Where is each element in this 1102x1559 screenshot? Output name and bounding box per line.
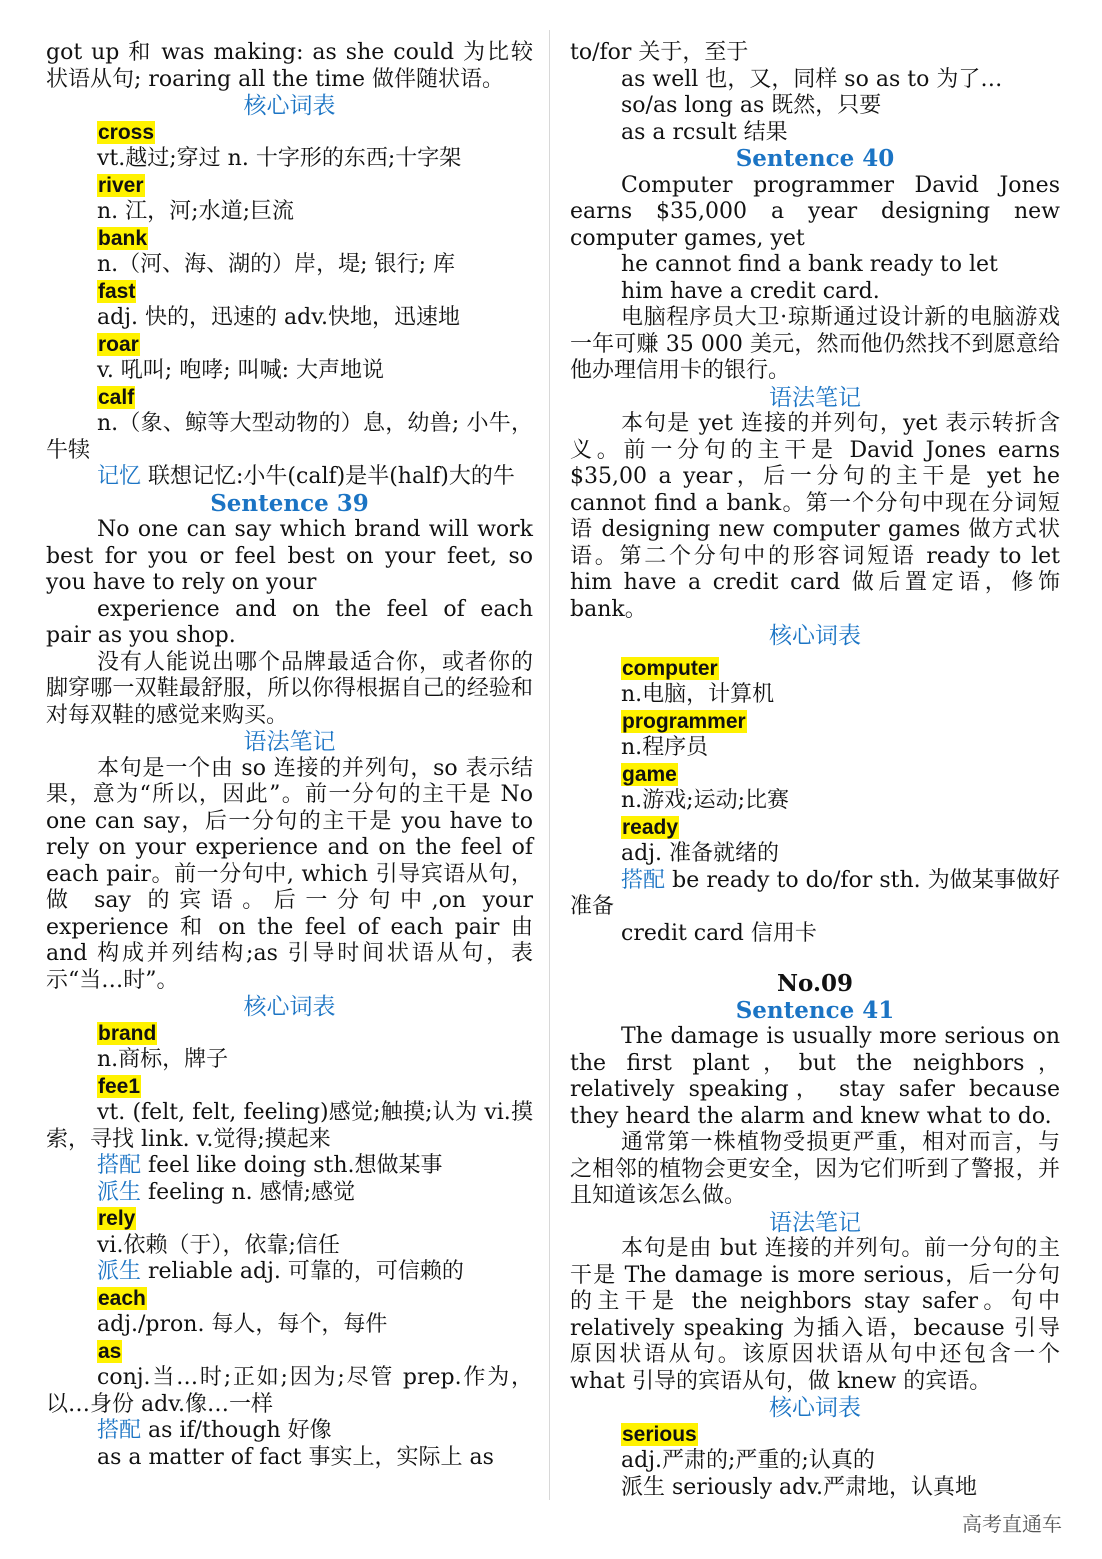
grammar-heading: 语法笔记: [769, 384, 861, 411]
vocab-word: cross: [98, 120, 155, 144]
grammar-note: 本句是 yet 连接的并列句，yet 表示转折含义。前一分句的主干是 David Jones earns $35,00 a year，后一分句的主干是 yet he cannot find a bank。第一个分句中现在分词短语 designing new computer games 做方式状语。第二个分句中的形容词短语 ready to let him have a credit card 做后置定语，修饰 bank。: [570, 411, 1060, 622]
vocab-heading: 核心词表: [769, 1395, 861, 1421]
collocation-tag: 搭配: [621, 867, 666, 893]
vocab-word-row: [570, 815, 1060, 842]
derivative-note: [46, 1259, 533, 1286]
vocab-definition: n.电脑，计算机: [621, 682, 775, 707]
vocab-word: ready: [622, 815, 679, 839]
vocab-word-row: [570, 1422, 1060, 1449]
collocation-note: [46, 1418, 533, 1445]
grammar-heading: 语法笔记: [243, 729, 336, 755]
vocab-word-row: [46, 1339, 533, 1366]
vocab-word-row: [46, 173, 533, 200]
phrase-line: as well 也，又，同样 so as to 为了…: [621, 66, 1003, 92]
vocab-definition: n.商标，牌子: [97, 1047, 229, 1072]
vocab-word-row: [46, 1074, 533, 1101]
vocab-word-row: [46, 226, 533, 253]
phrase-line: to/for 关于，至于: [570, 40, 749, 65]
vocab-definition: conj.当…时;正如;因为;尽管 prep.作为，以…身份 adv.像…一样: [46, 1365, 533, 1417]
collocation-text: feel like doing sth.想做某事: [141, 1153, 443, 1178]
vocab-word: fast: [98, 279, 136, 303]
grammar-note: 本句是一个由 so 连接的并列句，so 表示结果，意为“所以，因此”。前一分句的主干是 No one can say，后一分句的主干是 you have to rely on your experience and on the feel of each pair。前一分句中, which 引导宾语从句，做 say 的宾语。后一分句中,on your experience 和 on the feel of each pair 由 and 构成并列结构;as 引导时间状语从句，表示“当…时”。: [46, 755, 533, 993]
vocab-word: bank: [98, 226, 148, 250]
sentence-english: No one can say which brand will work best for you or feel best on your feet, so you have to rely on your: [46, 517, 533, 595]
vocab-word-row: [570, 656, 1060, 683]
vocab-heading: 核心词表: [243, 93, 336, 119]
vocab-word: brand: [98, 1021, 157, 1045]
intro-paragraph: got up 和 was making: as she could 为比较状语从句; roaring all the time 做伴随状语。: [46, 40, 533, 92]
grammar-note: 本句是由 but 连接的并列句。前一分句的主干是 The damage is more serious，后一分句的主干是 the neighbors stay safer。句中 relatively speaking 为插入语，because 引导原因状语从句。该原因状语从句中还包含一个 what 引导的宾语从句，做 knew 的宾语。: [570, 1236, 1060, 1394]
vocab-definition: n.程序员: [621, 735, 709, 760]
collocation-note: [570, 868, 1060, 921]
watermark: 高考直通车: [962, 1512, 1062, 1536]
collocation-tag: 搭配: [97, 1153, 142, 1178]
vocab-word: game: [622, 762, 677, 786]
section-number: No.09: [777, 970, 853, 997]
vocab-definition: vi.依赖（于），依靠;信任: [97, 1232, 340, 1258]
vocab-definition: n. 江，河;水道;巨流: [97, 199, 294, 224]
phrase-line: as a matter of fact 事实上，实际上 as: [97, 1444, 494, 1470]
phrase-line: so/as long as 既然，只要: [621, 93, 882, 118]
phrase-line: as a rcsult 结果: [621, 119, 788, 145]
vocab-word-row: [570, 762, 1060, 789]
vocab-definition: adj.严肃的;严重的;认真的: [621, 1448, 875, 1473]
vocab-definition: adj. 快的，迅速的 adv.快地，迅速地: [97, 305, 461, 330]
vocab-word: programmer: [622, 709, 746, 733]
vocab-word-row: [46, 1206, 533, 1233]
vocab-word-row: [46, 279, 533, 306]
memory-note: [46, 464, 533, 491]
derivative-text: reliable adj. 可靠的，可信赖的: [141, 1259, 464, 1284]
vocab-definition: n.游戏;运动;比赛: [621, 788, 789, 813]
vocab-definition: vt. (felt, felt, feeling)感觉;触摸;认为 vi.摸索，寻找 link. v.觉得;摸起来: [46, 1100, 533, 1152]
sentence-english: experience and on the feel of each pair as you shop.: [46, 596, 533, 648]
sentence-heading: Sentence 41: [735, 996, 895, 1024]
vocab-word-row: [46, 120, 533, 147]
derivative-tag: 派生: [97, 1259, 142, 1284]
sentence-english: The damage is usually more serious on the first plant，but the neighbors， relatively speaking， stay safer because they heard the alarm and knew what to do.: [570, 1024, 1060, 1129]
sentence-heading: Sentence 39: [210, 489, 369, 517]
section-spacer: [570, 947, 1060, 971]
vocab-word: computer: [622, 656, 718, 680]
vocab-word-row: [46, 1021, 533, 1048]
derivative-note: 派生 seriously adv.严肃地，认真地: [621, 1474, 978, 1500]
vocab-word-row: [46, 385, 533, 412]
derivative-tag: 派生: [97, 1179, 142, 1205]
sentence-heading: Sentence 40: [735, 145, 895, 172]
vocab-word-row: [570, 709, 1060, 736]
vocab-definition: v. 吼叫; 咆哮; 叫喊: 大声地说: [97, 358, 385, 383]
left-column: [46, 40, 533, 1471]
collocation-text: be ready to do/for sth. 为做某事做好准备: [570, 867, 1060, 919]
vocab-definition: adj./pron. 每人，每个，每件: [97, 1312, 388, 1337]
memory-tag: 记忆: [97, 464, 142, 489]
vocab-word: rely: [98, 1207, 136, 1230]
vocab-word: fee1: [98, 1074, 141, 1098]
vocab-heading: 核心词表: [243, 994, 336, 1020]
derivative-note: [46, 1180, 533, 1207]
column-divider: [549, 30, 550, 1500]
collocation-tag: 搭配: [97, 1418, 142, 1443]
sentence-english: Computer programmer David Jones earns $35,000 a year designing new computer games, yet: [570, 172, 1060, 251]
sentence-english: him have a credit card.: [621, 278, 880, 304]
collocation-text: as if/though 好像: [141, 1418, 332, 1443]
grammar-heading: 语法笔记: [769, 1209, 861, 1236]
collocation-note: [46, 1153, 533, 1180]
sentence-chinese: 没有人能说出哪个品牌最适合你，或者你的脚穿哪一双鞋最舒服，所以你得根据自己的经验和对每双鞋的感觉来购买。: [46, 649, 533, 728]
derivative-text: feeling n. 感情;感觉: [141, 1179, 356, 1205]
vocab-definition: adj. 准备就绪的: [621, 841, 780, 866]
vocab-word: calf: [98, 385, 135, 409]
vocab-word: serious: [622, 1422, 697, 1446]
vocab-word-row: [46, 1286, 533, 1313]
vocab-word: as: [98, 1339, 122, 1363]
vocab-definition: n.（河、海、湖的）岸，堤; 银行; 库: [97, 252, 455, 277]
vocab-word: roar: [98, 332, 139, 356]
memory-text: 联想记忆:小牛(calf)是半(half)大的牛: [141, 464, 515, 489]
vocab-definition: n.（象、鲸等大型动物的）息，幼兽; 小牛，牛犊: [46, 411, 533, 463]
sentence-chinese: 电脑程序员大卫·琼斯通过设计新的电脑游戏一年可赚 35 000 美元，然而他仍然找不到愿意给他办理信用卡的银行。: [570, 305, 1060, 383]
phrase-line: credit card 信用卡: [621, 920, 817, 946]
sentence-english: he cannot find a bank ready to let: [621, 252, 998, 277]
vocab-heading: 核心词表: [769, 623, 861, 649]
right-column: [570, 40, 1060, 1501]
vocab-word-row: [46, 332, 533, 359]
vocab-word: river: [98, 173, 144, 197]
vocab-word: each: [98, 1286, 146, 1310]
sentence-chinese: 通常第一株植物受损更严重，相对而言，与之相邻的植物会更安全，因为它们听到了警报，并且知道该怎么做。: [570, 1130, 1060, 1208]
vocab-definition: vt.越过;穿过 n. 十字形的东西;十字架: [97, 146, 462, 171]
